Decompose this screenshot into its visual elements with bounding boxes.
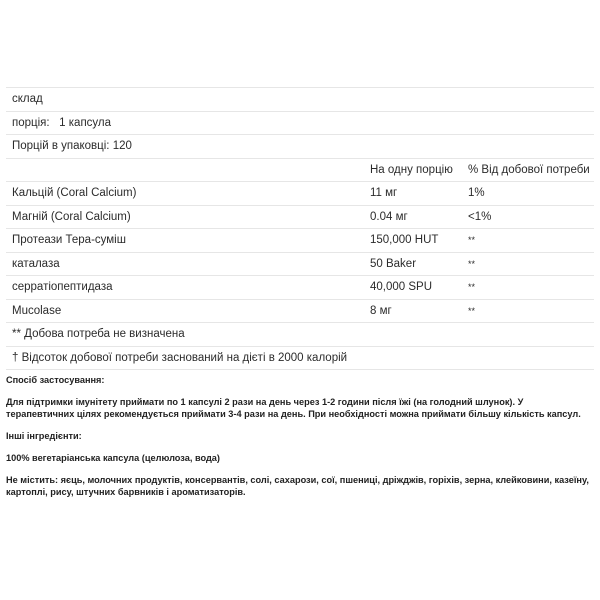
header-amount: На одну порцію — [364, 158, 462, 182]
usage-text: Для підтримки імунітету приймати по 1 капсулі 2 рази на день через 1-2 години після їжі (на голодний шлунок). У терапевтичних цілях рекомендується приймати 3-4 рази на день. При необхідності можна приймати більшу кількість капсул. — [6, 397, 581, 419]
facts-title: склад — [6, 88, 594, 112]
table-row-servings-per-container — [6, 135, 594, 159]
free-of-text: Не містить: яєць, молочних продуктів, консервантів, солі, сахарози, сої, пшениці, дріжджів, горіхів, зерна, клейковини, казеїну, картоплі, рису, штучних барвників і ароматизаторів. — [6, 475, 589, 497]
table-row-title — [6, 88, 594, 112]
ingredient-name: каталаза — [6, 252, 364, 276]
footnote-percent-daily-value: † Відсоток добової потреби заснований на дієті в 2000 калорій — [6, 346, 594, 370]
table-row — [6, 182, 594, 206]
ingredient-amount: 0.04 мг — [364, 205, 462, 229]
table-row-serving — [6, 111, 594, 135]
ingredient-amount: 11 мг — [364, 182, 462, 206]
ingredient-daily-value: ** — [462, 229, 594, 253]
supplement-facts-table — [6, 87, 594, 370]
product-notes — [6, 374, 594, 508]
other-ingredients-heading: Інші інгредієнти: — [6, 431, 82, 441]
ingredient-daily-value: ** — [462, 252, 594, 276]
table-row — [6, 276, 594, 300]
other-ingredients-text: 100% вегетаріанська капсула (целюлоза, вода) — [6, 453, 220, 463]
header-name — [6, 158, 364, 182]
ingredient-name: Кальцій (Coral Calcium) — [6, 182, 364, 206]
ingredient-amount: 50 Baker — [364, 252, 462, 276]
ingredient-amount: 150,000 HUT — [364, 229, 462, 253]
usage-heading: Спосіб застосування: — [6, 375, 105, 385]
table-row-footnote — [6, 346, 594, 370]
table-row-footnote — [6, 323, 594, 347]
header-daily-value: % Від добової потреби — [462, 158, 594, 182]
serving-size: порція: 1 капсула — [6, 111, 594, 135]
ingredient-name: Mucolase — [6, 299, 364, 323]
ingredient-name: Протеази Тера-суміш — [6, 229, 364, 253]
ingredient-daily-value: 1% — [462, 182, 594, 206]
ingredient-daily-value: <1% — [462, 205, 594, 229]
servings-per-container: Порцій в упаковці: 120 — [6, 135, 594, 159]
ingredient-name: Магній (Coral Calcium) — [6, 205, 364, 229]
ingredient-daily-value: ** — [462, 276, 594, 300]
table-header-row — [6, 158, 594, 182]
ingredient-name: серратіопептидаза — [6, 276, 364, 300]
table-row — [6, 229, 594, 253]
table-row — [6, 299, 594, 323]
ingredient-daily-value: ** — [462, 299, 594, 323]
table-row — [6, 205, 594, 229]
footnote-daily-value-not-established: ** Добова потреба не визначена — [6, 323, 594, 347]
ingredient-amount: 8 мг — [364, 299, 462, 323]
supplement-facts — [6, 87, 594, 370]
table-row — [6, 252, 594, 276]
ingredient-amount: 40,000 SPU — [364, 276, 462, 300]
